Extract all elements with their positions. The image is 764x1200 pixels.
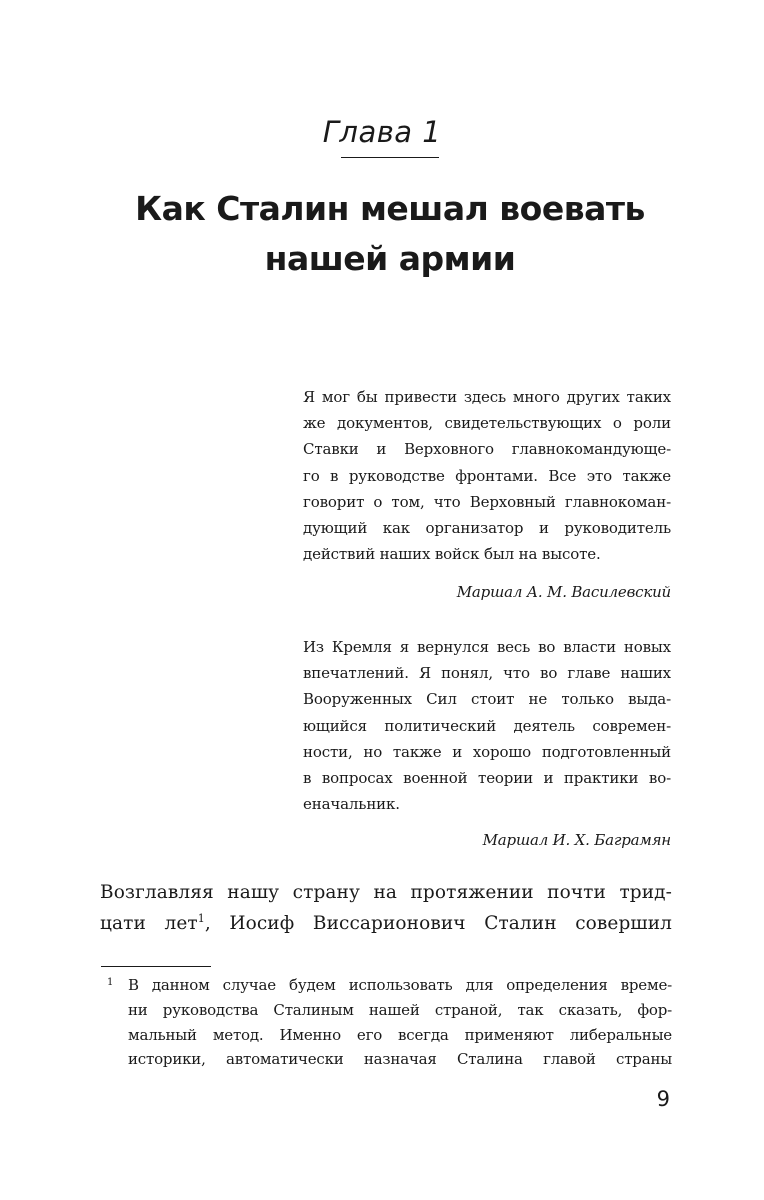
epigraph-line: Ставки и Верховного главнокомандующе- <box>303 440 671 459</box>
page-number: 9 <box>656 1087 670 1111</box>
body-line: Возглавляя нашу страну на протяжении почти трид- <box>100 882 672 903</box>
chapter-label: Глава 1 <box>322 115 442 149</box>
footnote-reference[interactable]: 1 <box>197 911 205 925</box>
epigraph-line: ющийся политический деятель современ- <box>303 716 671 735</box>
body-paragraph <box>100 877 672 939</box>
footnote-line: мальный метод. Именно его всегда применяют либеральные <box>128 1025 672 1044</box>
epigraph-line: Вооруженных Сил стоит не только выда- <box>303 690 671 709</box>
footnote-marker: 1 <box>107 977 114 988</box>
footnote <box>101 973 672 1072</box>
footnote-line: историки, автоматически назначая Сталина главой страны <box>128 1050 672 1069</box>
epigraph-line: дующий как организатор и руководитель <box>303 519 671 538</box>
body-text-fragment: цати лет <box>100 913 198 934</box>
body-text-fragment: , Иосиф Виссарионович Сталин совершил <box>204 913 672 934</box>
footnote-line: ни руководства Сталиным нашей страной, так сказать, фор- <box>128 1000 672 1019</box>
epigraph-attribution: Маршал А. М. Василевский <box>456 583 671 601</box>
epigraph-line: же документов, свидетельствующих о роли <box>303 414 671 433</box>
chapter-title-line: Как Сталин мешал воевать <box>135 189 645 228</box>
epigraph-line: Я мог бы привести здесь много других таких <box>303 388 671 406</box>
epigraph-attribution: Маршал И. Х. Баграмян <box>482 831 671 849</box>
epigraph-line: действий наших войск был на высоте. <box>303 545 601 564</box>
footnote-line: В данном случае будем использовать для определения време- <box>128 976 672 994</box>
epigraph-line: ности, но также и хорошо подготовленный <box>303 742 671 761</box>
epigraph-vasilevsky <box>303 384 671 567</box>
body-line <box>100 908 672 939</box>
chapter-title <box>0 184 764 284</box>
epigraph-line: впечатлений. Я понял, что во главе наших <box>303 664 671 683</box>
epigraph-line: Из Кремля я вернулся весь во власти новых <box>303 638 671 656</box>
chapter-title-line: нашей армии <box>264 239 516 278</box>
epigraph-line: в вопросах военной теории и практики во- <box>303 769 671 788</box>
epigraph-bagramyan <box>303 634 671 817</box>
epigraph-line: го в руководстве фронтами. Все это также <box>303 466 671 485</box>
chapter-label-underline <box>341 157 439 158</box>
footnote-body <box>128 973 672 1072</box>
footnote-separator <box>101 966 211 967</box>
epigraph-line: еначальник. <box>303 795 400 814</box>
epigraph-line: говорит о том, что Верховный главнокоман- <box>303 492 671 511</box>
